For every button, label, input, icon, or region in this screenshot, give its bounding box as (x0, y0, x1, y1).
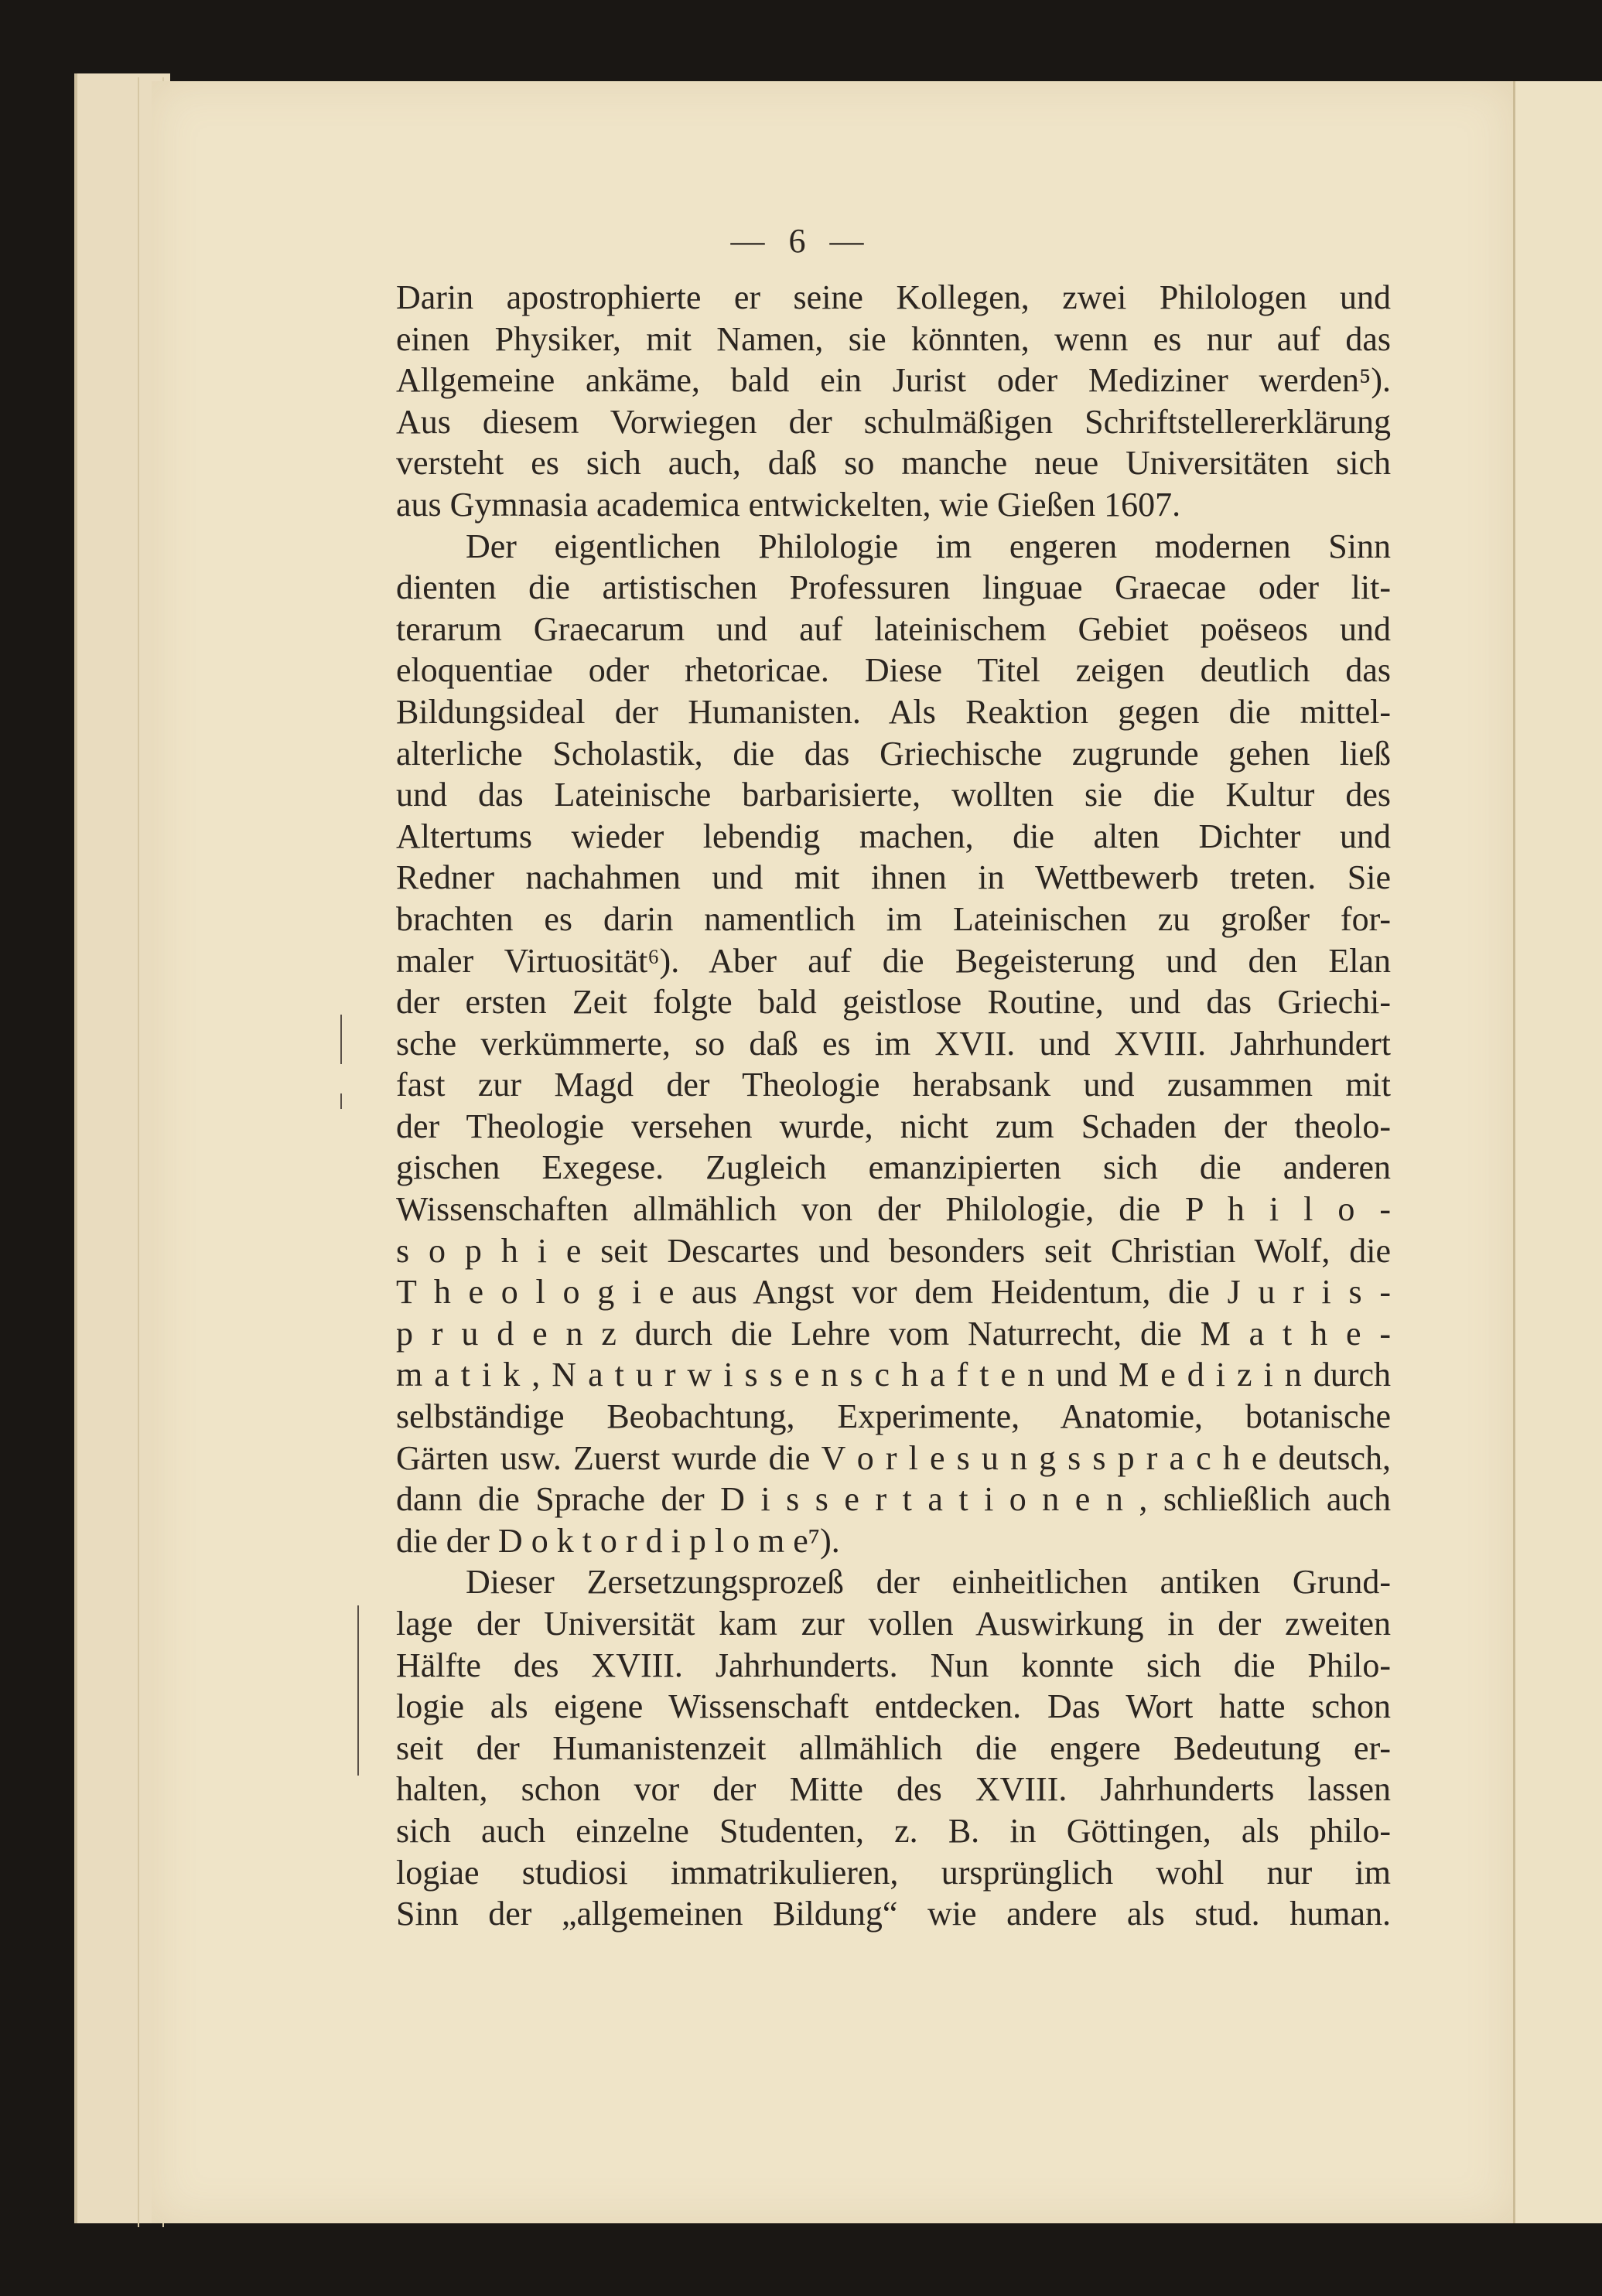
text-line: fast zur Magd der Theologie herabsank und zusammen mit (396, 1066, 1391, 1104)
text-line: T h e o l o g i e aus Angst vor dem Heidentum, die J u r i s - (396, 1273, 1391, 1312)
text-line: p r u d e n z durch die Lehre vom Naturrecht, die M a t h e - (396, 1314, 1391, 1353)
text-line: Hälfte des XVIII. Jahrhunderts. Nun konnte sich die Philo- (396, 1646, 1391, 1684)
next-page-edge (1513, 81, 1602, 2223)
text-line: gischen Exegese. Zugleich emanzipierten sich die anderen (396, 1148, 1391, 1187)
text-line: und das Lateinische barbarisierte, wollten sie die Kultur des (396, 776, 1391, 814)
text-line: Dieser Zersetzungsprozeß der einheitlichen antiken Grund- (466, 1563, 1391, 1602)
text-line: logiae studiosi immatrikulieren, ursprünglich wohl nur im (396, 1853, 1391, 1892)
text-line: halten, schon vor der Mitte des XVIII. Jahrhunderts lassen (396, 1770, 1391, 1809)
text-line: Gärten usw. Zuerst wurde die V o r l e s u n g s s p r a c h e deutsch, (396, 1438, 1391, 1477)
text-line: m a t i k , N a t u r w i s s e n s c h a f t e n und M e d i z i n durch (396, 1356, 1391, 1394)
paragraph (396, 526, 1391, 1562)
margin-mark (340, 1093, 342, 1109)
text-line: Redner nachahmen und mit ihnen in Wettbewerb treten. Sie (396, 858, 1391, 897)
text-line: selbständige Beobachtung, Experimente, Anatomie, botanische (396, 1397, 1391, 1436)
margin-mark (340, 1015, 342, 1064)
text-line: seit der Humanistenzeit allmählich die engere Bedeutung er- (396, 1728, 1391, 1767)
text-line: Allgemeine ankäme, bald ein Jurist oder Mediziner werden⁵). (396, 361, 1391, 400)
text-line: dann die Sprache der D i s s e r t a t i o n e n , schließlich auch (396, 1480, 1391, 1519)
text-line: dienten die artistischen Professuren linguae Graecae oder lit- (396, 568, 1391, 607)
text-line: aus Gymnasia academica entwickelten, wie Gießen 1607. (396, 485, 1181, 524)
text-line: Altertums wieder lebendig machen, die alten Dichter und (396, 817, 1391, 855)
text-line: lage der Universität kam zur vollen Auswirkung in der zweiten (396, 1605, 1391, 1643)
text-line: Der eigentlichen Philologie im engeren modernen Sinn (466, 527, 1391, 565)
text-line: logie als eigene Wissenschaft entdecken. Das Wort hatte schon (396, 1687, 1391, 1726)
text-line: alterliche Scholastik, die das Griechische zugrunde gehen ließ (396, 734, 1391, 773)
text-line: Darin apostrophierte er seine Kollegen, zwei Philologen und (396, 278, 1391, 316)
text-line: der ersten Zeit folgte bald geistlose Routine, und das Griechi- (396, 983, 1391, 1022)
paragraph (396, 1561, 1391, 1934)
text-line: Wissenschaften allmählich von der Philologie, die P h i l o - (396, 1190, 1391, 1229)
text-line: versteht es sich auch, daß so manche neue Universitäten sich (396, 444, 1391, 483)
text-line: Aus diesem Vorwiegen der schulmäßigen Schriftstellererklärung (396, 402, 1391, 441)
text-line: maler Virtuosität⁶). Aber auf die Begeisterung und den Elan (396, 941, 1391, 980)
paragraph (396, 277, 1391, 526)
text-line: die der D o k t o r d i p l o m e⁷). (396, 1521, 840, 1560)
text-line: sich auch einzelne Studenten, z. B. in Göttingen, als philo- (396, 1811, 1391, 1850)
text-line: terarum Graecarum und auf lateinischem Gebiet poëseos und (396, 609, 1391, 648)
margin-mark (357, 1605, 359, 1776)
text-line: eloquentiae oder rhetoricae. Diese Titel zeigen deutlich das (396, 651, 1391, 690)
text-line: der Theologie versehen wurde, nicht zum Schaden der theolo- (396, 1107, 1391, 1145)
text-line: Bildungsideal der Humanisten. Als Reaktion gegen die mittel- (396, 692, 1391, 731)
body-text (396, 277, 1391, 1935)
page-number: — 6 — (730, 222, 872, 260)
text-line: sche verkümmerte, so daß es im XVII. und XVIII. Jahrhundert (396, 1024, 1391, 1063)
text-line: einen Physiker, mit Namen, sie könnten, wenn es nur auf das (396, 319, 1391, 358)
text-line: s o p h i e seit Descartes und besonders seit Christian Wolf, die (396, 1231, 1391, 1270)
text-line: Sinn der „allgemeinen Bildung“ wie andere als stud. human. (396, 1895, 1391, 1933)
text-line: brachten es darin namentlich im Lateinischen zu großer for- (396, 899, 1391, 938)
